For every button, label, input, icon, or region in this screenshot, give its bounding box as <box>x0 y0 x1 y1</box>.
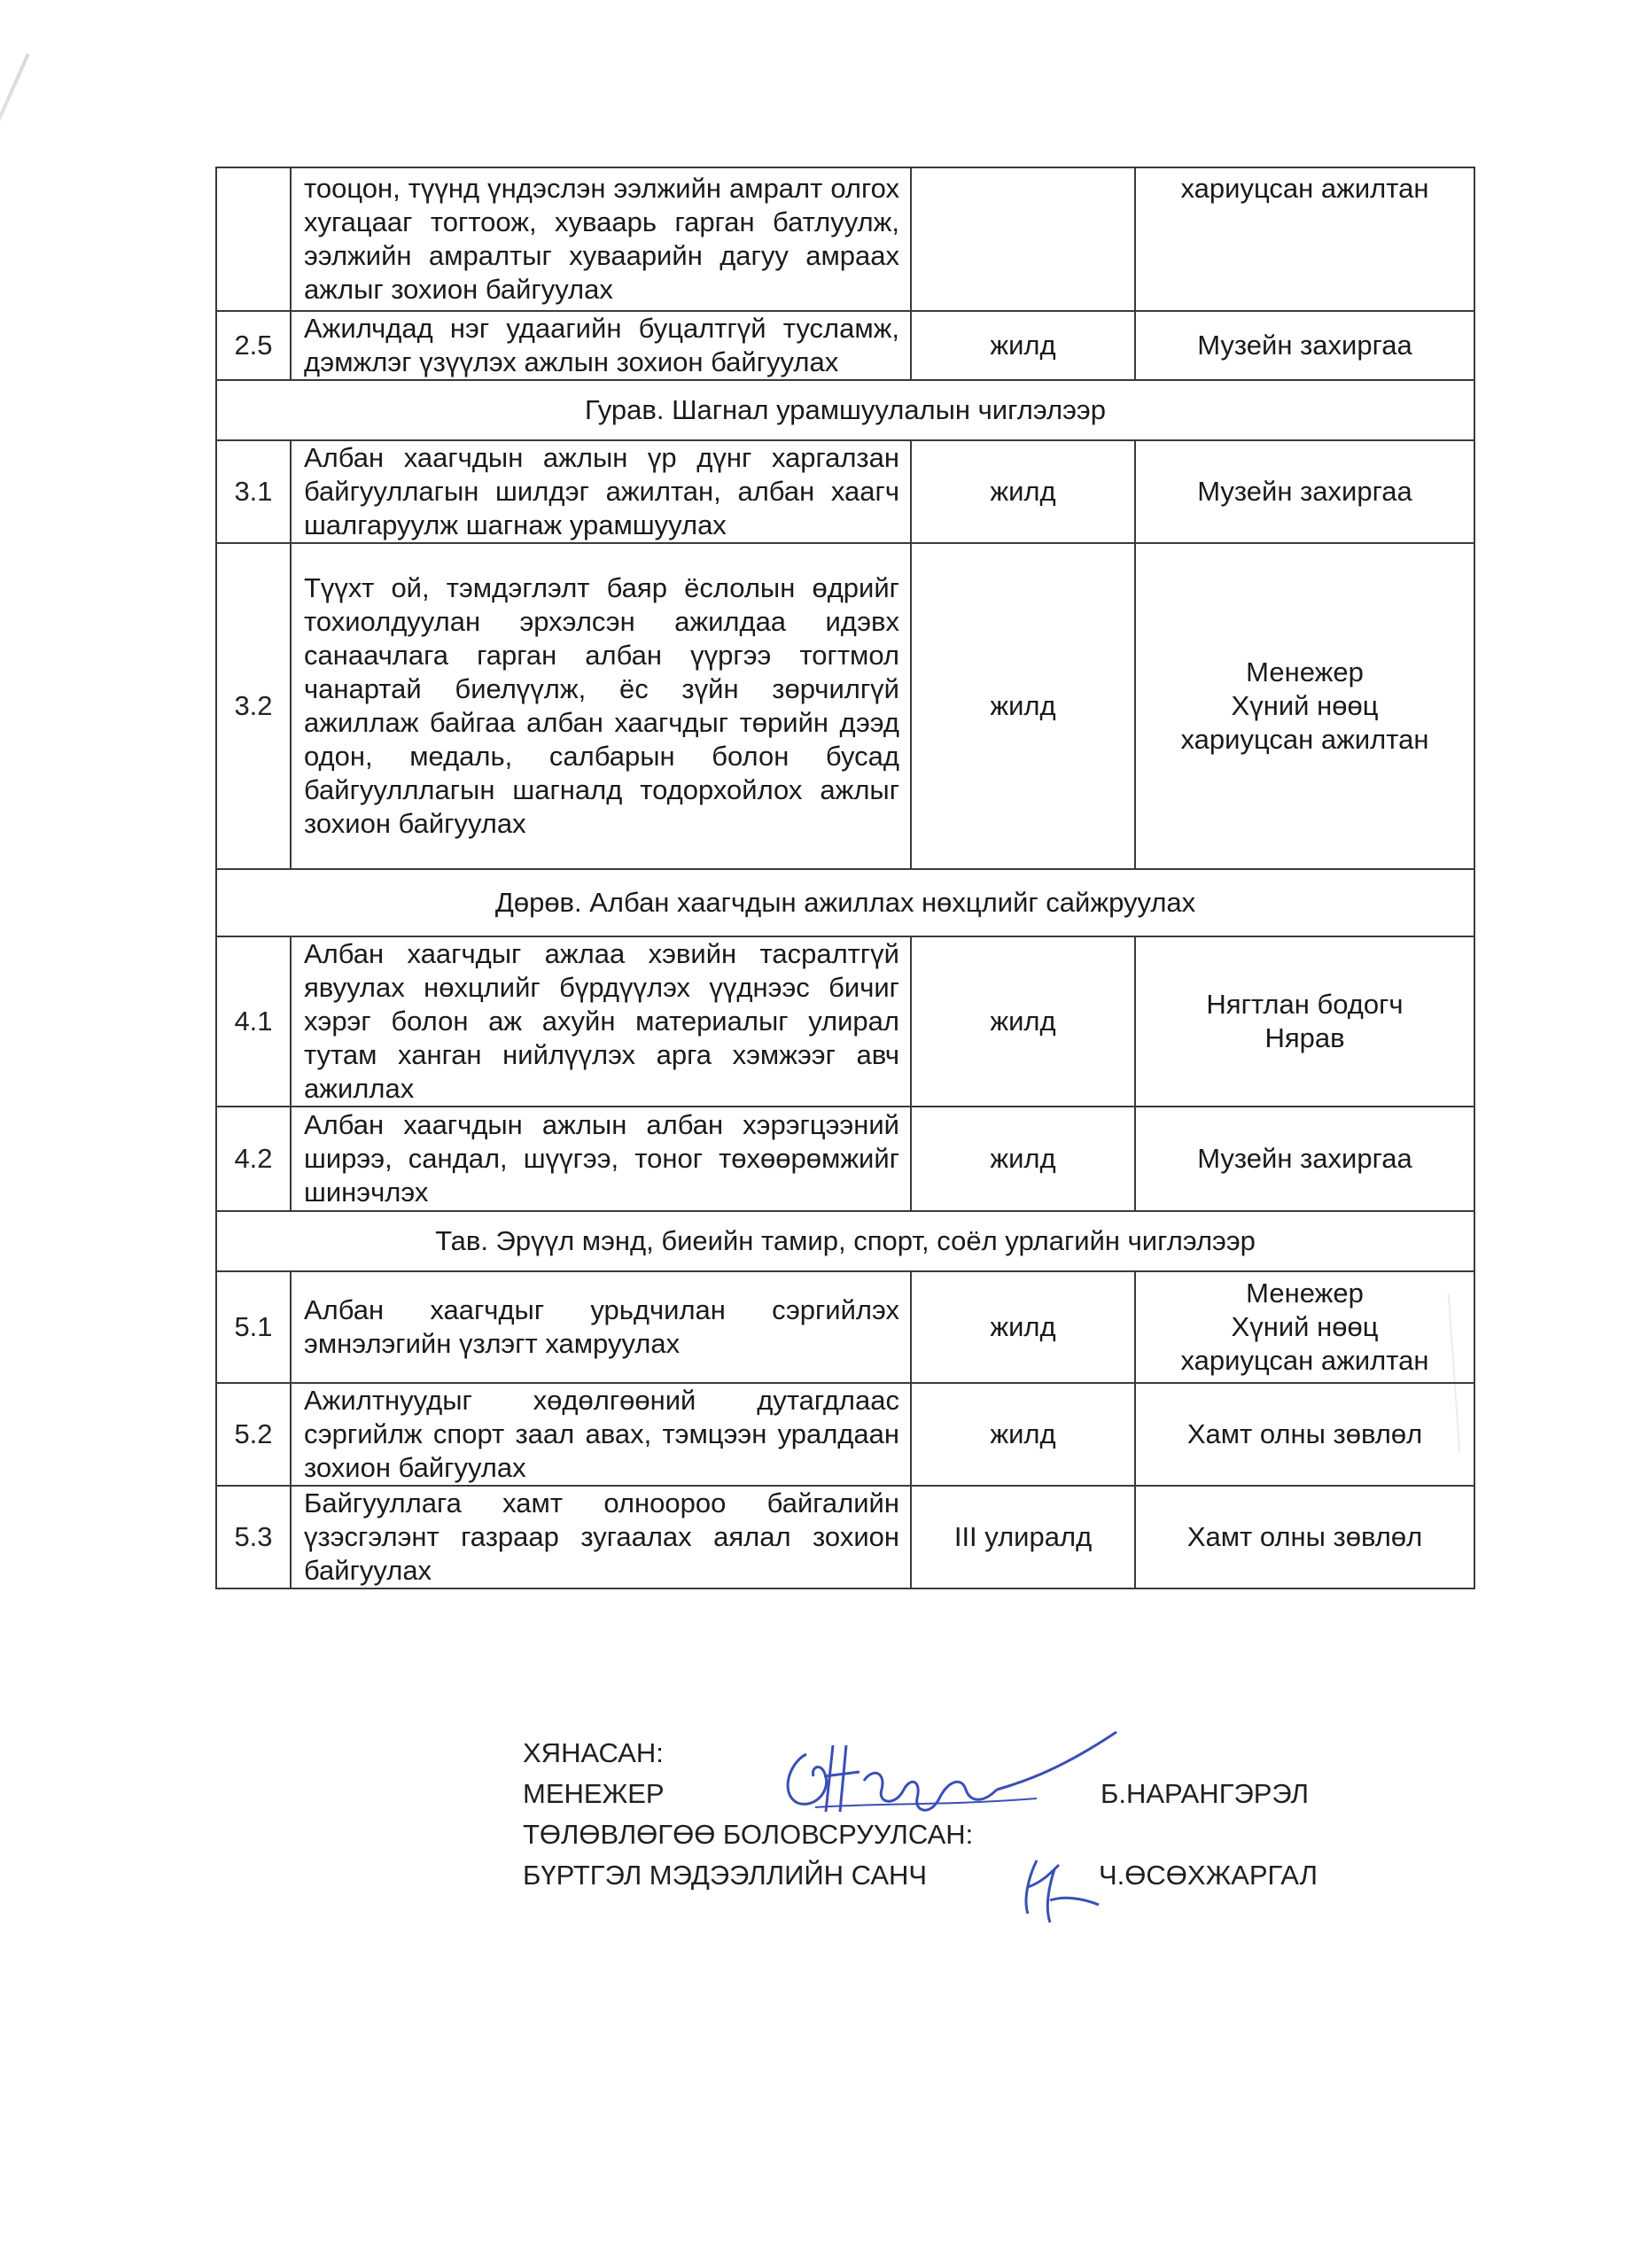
item-description: Байгууллага хамт олноороо байгалийн үзэсгэлэнт газраар зугаалах аялал зохион байгуулах <box>291 1486 911 1588</box>
item-description: Албан хаагчдын ажлын үр дүнг харгалзан байгууллагын шилдэг ажилтан, албан хаагч шалгаруулж шагнаж урамшуулах <box>291 440 911 543</box>
responsible-line: Музейн захиргаа <box>1197 476 1412 507</box>
item-responsible <box>1135 167 1474 311</box>
registry-title: БҮРТГЭЛ МЭДЭЭЛЛИЙН САНЧ <box>523 1860 928 1891</box>
responsible-line: Музейн захиргаа <box>1197 330 1412 361</box>
section-title: Дөрөв. Албан хаагчдын ажиллах нөхцлийг сайжруулах <box>216 869 1474 936</box>
table-row <box>216 543 1474 869</box>
plan-table <box>215 167 1475 1589</box>
table-row <box>216 167 1474 311</box>
item-responsible <box>1135 1107 1474 1211</box>
reviewed-label: ХЯНАСАН: <box>523 1737 664 1768</box>
item-number <box>216 167 291 311</box>
item-responsible <box>1135 440 1474 543</box>
table-row <box>216 440 1474 543</box>
item-number: 5.1 <box>216 1271 291 1383</box>
table-row <box>216 1383 1474 1486</box>
item-period: жилд <box>911 311 1135 380</box>
responsible-line: Хүний нөөц <box>1231 1311 1379 1342</box>
item-description: Албан хаагчдыг ажлаа хэвийн тасралтгүй явуулах нөхцлийг бүрдүүлэх үүднээс бичиг хэрэг болон аж ахуйн материалыг улирал тутам ханган нийлүүлэх арга хэмжээг авч ажиллах <box>291 936 911 1107</box>
section-header-row <box>216 380 1474 440</box>
item-period: жилд <box>911 543 1135 869</box>
plan-table-body <box>216 167 1474 1588</box>
prepared-row <box>523 1814 1409 1854</box>
section-header-row <box>216 1211 1474 1271</box>
item-responsible <box>1135 311 1474 380</box>
item-responsible <box>1135 936 1474 1107</box>
scan-artifact <box>0 53 30 224</box>
registry-name: Ч.ӨСӨХЖАРГАЛ <box>1099 1860 1318 1891</box>
item-number: 2.5 <box>216 311 291 380</box>
table-row <box>216 936 1474 1107</box>
responsible-line: хариуцсан ажилтан <box>1180 1345 1429 1376</box>
item-number: 3.1 <box>216 440 291 543</box>
manager-name: Б.НАРАНГЭРЭЛ <box>1101 1778 1310 1809</box>
registry-row <box>523 1854 1409 1895</box>
item-number: 5.3 <box>216 1486 291 1588</box>
responsible-line: Хамт олны зөвлөл <box>1186 1521 1423 1552</box>
responsible-line: Менежер <box>1246 656 1364 687</box>
item-period: жилд <box>911 440 1135 543</box>
item-description: Ажилчдад нэг удаагийн буцалтгүй тусламж, дэмжлэг үзүүлэх ажлын зохион байгуулах <box>291 311 911 380</box>
item-period: жилд <box>911 1107 1135 1211</box>
item-description: Албан хаагчдын ажлын албан хэрэгцээний ширээ, сандал, шүүгээ, тоног төхөөрөмжийг шинэчлэх <box>291 1107 911 1211</box>
responsible-line: хариуцсан ажилтан <box>1180 173 1429 204</box>
responsible-line: Нягтлан бодогч <box>1206 989 1404 1020</box>
item-number: 4.2 <box>216 1107 291 1211</box>
signature-block <box>523 1732 1409 1895</box>
item-responsible <box>1135 1486 1474 1588</box>
table-row <box>216 1107 1474 1211</box>
item-description: Ажилтнуудыг хөдөлгөөний дутагдлаас сэргийлж спорт заал авах, тэмцээн уралдаан зохион байгуулах <box>291 1383 911 1486</box>
table-row <box>216 311 1474 380</box>
responsible-line: Хамт олны зөвлөл <box>1186 1418 1423 1449</box>
item-number: 5.2 <box>216 1383 291 1486</box>
item-period: жилд <box>911 1271 1135 1383</box>
prepared-label: ТӨЛӨВЛӨГӨӨ БОЛОВСРУУЛСАН: <box>523 1819 974 1850</box>
item-number: 4.1 <box>216 936 291 1107</box>
manager-title: МЕНЕЖЕР <box>523 1778 665 1809</box>
item-period <box>911 167 1135 311</box>
responsible-line: Менежер <box>1246 1278 1364 1309</box>
section-header-row <box>216 869 1474 936</box>
responsible-line: Хүний нөөц <box>1231 690 1379 721</box>
table-row <box>216 1486 1474 1588</box>
table-row <box>216 1271 1474 1383</box>
reviewed-row <box>523 1732 1409 1773</box>
section-title: Гурав. Шагнал урамшуулалын чиглэлээр <box>216 380 1474 440</box>
manager-row <box>523 1773 1409 1814</box>
item-description: Албан хаагчдыг урьдчилан сэргийлэх эмнэлэгийн үзлэгт хамруулах <box>291 1271 911 1383</box>
section-title: Тав. Эрүүл мэнд, биеийн тамир, спорт, соёл урлагийн чиглэлээр <box>216 1211 1474 1271</box>
item-period: жилд <box>911 936 1135 1107</box>
responsible-line: Нярав <box>1264 1022 1345 1053</box>
item-description: тооцон, түүнд үндэслэн ээлжийн амралт олгох хугацааг тогтоож, хуваарь гарган батлуулж, ээлжийн амралтыг хуваарийн дагуу амраах ажлыг зохион байгуулах <box>291 167 911 311</box>
item-period: III улиралд <box>911 1486 1135 1588</box>
responsible-line: Музейн захиргаа <box>1197 1143 1412 1174</box>
item-number: 3.2 <box>216 543 291 869</box>
item-period: жилд <box>911 1383 1135 1486</box>
item-responsible <box>1135 1383 1474 1486</box>
item-responsible <box>1135 1271 1474 1383</box>
item-responsible <box>1135 543 1474 869</box>
item-description: Түүхт ой, тэмдэглэлт баяр ёслолын өдрийг тохиолдуулан эрхэлсэн ажилдаа идэвх санаачлага гарган албан үүргээ тогтмол чанартай биелүүлж, ёс зүйн зөрчилгүй ажиллаж байгаа албан хаагчдыг төрийн дээд одон, медаль, салбарын болон бусад байгуулллагын шагналд тодорхойлох ажлыг зохион байгуулах <box>291 543 911 869</box>
responsible-line: хариуцсан ажилтан <box>1180 724 1429 755</box>
